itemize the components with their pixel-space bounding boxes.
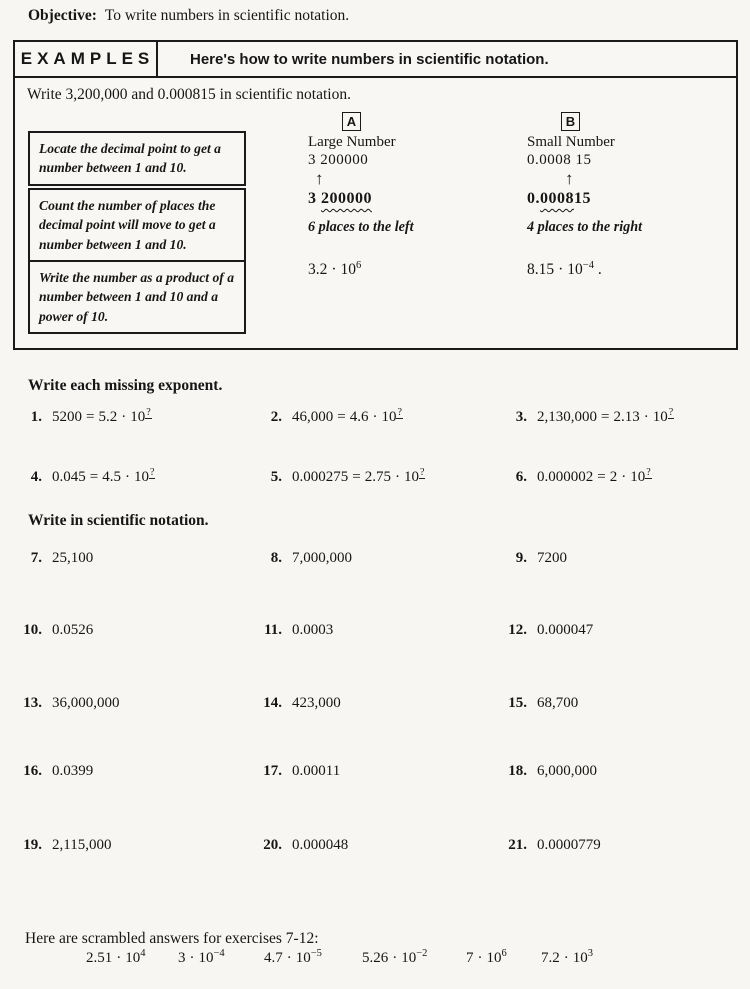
exercise-number: 11. [264,622,282,638]
base-ten: 10 [652,409,668,425]
step-box-write: Write the number as a product of a number between 1 and 10 and a power of 10. [28,260,246,334]
equals-sign: = [601,409,610,425]
up-arrow-icon: ↑ [565,169,574,188]
exercise-21 [495,837,601,854]
notation-section-title: Write in scientific notation. [28,512,209,529]
exercise-number: 9. [515,550,527,566]
exercise-value: 0.00011 [292,763,341,779]
exercise-number: 17. [263,763,282,779]
scrambled-answer-3 [264,950,322,967]
base-ten: 10 [295,950,311,966]
exercise-lhs: 2,130,000 [537,409,597,425]
multiply-dot: · [477,950,483,966]
moved-suffix: 15 [574,190,591,207]
exercise-value: 2,115,000 [52,837,112,853]
example-column-large [308,112,523,279]
moved-prefix: 3 [308,190,321,207]
answer-exponent: 3 [587,948,593,959]
moved-number-small [527,190,742,208]
result-expression-large [308,261,523,279]
objective-text: To write numbers in scientific notation. [104,7,350,24]
exercise-9 [495,550,567,567]
exercise-number: 14. [263,695,282,711]
mantissa: 2 [609,469,618,485]
answer-mantissa: 4.7 [264,950,283,966]
answer-mantissa: 7.2 [541,950,560,966]
exercise-number: 12. [508,622,527,638]
tag-a-badge: A [342,112,361,131]
exercise-value: 0.0003 [292,622,334,638]
multiply-dot: · [372,409,378,425]
multiply-dot: · [121,409,127,425]
base-ten: 10 [381,409,397,425]
exercise-number: 10. [23,622,42,638]
base-ten: 10 [486,950,502,966]
exercise-lhs: 0.000275 [292,469,349,485]
exercise-number: 6. [515,469,527,485]
answer-mantissa: 2.51 [86,950,113,966]
original-number-small: 0.0008 15 [527,152,592,168]
step-box-count: Count the number of places the decimal point will move to get a number between 1 and 10. [28,188,246,262]
answer-exponent: −4 [213,948,225,959]
exercise-14 [250,695,341,712]
multiply-dot: · [331,261,337,278]
mantissa: 5.2 [98,409,118,425]
examples-box [13,40,738,350]
exercise-19 [10,837,111,854]
exponent-section-title: Write each missing exponent. [28,377,223,394]
multiply-dot: · [643,409,649,425]
exercise-2 [250,409,403,426]
exponent-blank: ? [146,407,151,418]
multiply-dot: · [392,950,398,966]
exponent-blank: ? [668,407,674,418]
exercise-lhs: 46,000 [292,409,334,425]
multiply-dot: · [621,469,627,485]
equals-sign: = [89,469,99,485]
exercise-number: 20. [263,837,282,853]
exercise-6 [495,469,652,486]
column-title-small: Small Number [527,134,615,150]
exercise-value: 423,000 [292,695,341,711]
exercise-20 [250,837,348,854]
answer-exponent: −2 [416,948,428,959]
exercise-number: 4. [30,469,42,485]
exercise-value: 0.0000779 [537,837,601,853]
exercise-4 [10,469,155,486]
result-tail: . [593,261,602,278]
wavy-digits: 0008 [540,190,574,207]
answer-exponent: 6 [501,948,507,959]
base-ten: 10 [198,950,214,966]
mantissa: 2.13 [613,409,640,425]
base-ten: 10 [401,950,417,966]
scrambled-answer-4 [362,950,427,967]
exercise-value: 0.0526 [52,622,94,638]
decimal-arrow-line-large [308,169,523,190]
answer-exponent: −5 [310,948,322,959]
base-ten: 10 [340,261,357,278]
exercise-13 [10,695,120,712]
exercise-value: 0.0399 [52,763,94,779]
examples-label: EXAMPLES [15,42,158,76]
exercise-number: 13. [23,695,42,711]
tag-b-badge: B [561,112,580,131]
multiply-dot: · [563,950,569,966]
equals-sign: = [86,409,95,425]
exponent-blank: ? [397,407,402,418]
objective-label: Objective: [28,7,97,24]
original-number-large: 3 200000 [308,152,369,168]
examples-header-text: Here's how to write numbers in scientific notation. [190,50,549,68]
multiply-dot: · [558,261,564,278]
examples-header [15,42,736,78]
exercise-number: 19. [23,837,42,853]
base-ten: 10 [403,469,419,485]
exercise-number: 5. [270,469,282,485]
base-ten: 10 [125,950,141,966]
mantissa: 4.6 [349,409,369,425]
objective-line [28,7,349,25]
exercise-value: 25,100 [52,550,94,566]
result-exponent: 6 [356,259,362,271]
exercise-16 [10,763,93,780]
multiply-dot: · [124,469,130,485]
scrambled-answer-5 [466,950,507,967]
exercise-number: 15. [508,695,527,711]
places-note-small: 4 places to the right [527,219,643,235]
scrambled-answer-1 [86,950,146,967]
answer-exponent: 4 [140,948,146,959]
exercise-3 [495,409,674,426]
result-expression-small [527,261,742,279]
step-box-locate: Locate the decimal point to get a number between 1 and 10. [28,131,246,186]
exercise-17 [250,763,340,780]
up-arrow-icon: ↑ [315,169,324,188]
exercise-15 [495,695,578,712]
column-title-large: Large Number [308,134,396,150]
equals-sign: = [337,409,346,425]
wavy-digits: 200000 [321,190,372,207]
exponent-blank: ? [149,467,155,478]
base-ten: 10 [133,469,149,485]
exercise-11 [250,622,333,639]
exercise-value: 6,000,000 [537,763,597,779]
exercise-lhs: 0.045 [52,469,86,485]
base-ten: 10 [567,261,583,278]
exercise-number: 1. [30,409,42,425]
exercise-lhs: 0.000002 [537,469,594,485]
exercise-lhs: 5200 [52,409,82,425]
result-mantissa: 3.2 [308,261,328,278]
answer-mantissa: 3 [178,950,186,966]
multiply-dot: · [189,950,195,966]
base-ten: 10 [630,469,646,485]
exercise-value: 36,000,000 [52,695,120,711]
scrambled-answers-intro: Here are scrambled answers for exercises 7-12: [25,930,319,947]
exercise-5 [250,469,425,486]
base-ten: 10 [572,950,588,966]
exercise-number: 16. [23,763,42,779]
scrambled-answer-6 [541,950,593,967]
equals-sign: = [597,469,606,485]
exercise-number: 7. [30,550,42,566]
base-ten: 10 [130,409,146,425]
exercise-10 [10,622,93,639]
exercise-number: 2. [270,409,282,425]
result-mantissa: 8.15 [527,261,555,278]
equals-sign: = [352,469,361,485]
exercise-value: 7200 [537,550,567,566]
exercise-number: 3. [515,409,527,425]
mantissa: 2.75 [364,469,391,485]
exercise-value: 7,000,000 [292,550,352,566]
places-note-large: 6 places to the left [308,219,414,235]
multiply-dot: · [394,469,400,485]
result-exponent: −4 [582,259,594,271]
mantissa: 4.5 [102,469,121,485]
exercise-value: 0.000048 [292,837,349,853]
exercise-12 [495,622,593,639]
exponent-blank: ? [419,467,425,478]
moved-number-large [308,190,523,208]
example-column-small [527,112,742,279]
exercise-8 [250,550,352,567]
exponent-blank: ? [646,467,651,478]
exercise-number: 8. [270,550,282,566]
exercise-number: 21. [508,837,527,853]
exercise-7 [10,550,93,567]
multiply-dot: · [116,950,122,966]
exercise-18 [495,763,597,780]
exercise-number: 18. [508,763,527,779]
scrambled-answer-2 [178,950,225,967]
decimal-arrow-line-small [527,169,742,190]
answer-mantissa: 5.26 [362,950,389,966]
answer-mantissa: 7 [466,950,474,966]
exercise-value: 0.000047 [537,622,594,638]
multiply-dot: · [286,950,292,966]
exercise-value: 68,700 [537,695,579,711]
exercise-1 [10,409,152,426]
moved-prefix: 0. [527,190,540,207]
examples-intro: Write 3,200,000 and 0.000815 in scientific notation. [27,86,351,103]
